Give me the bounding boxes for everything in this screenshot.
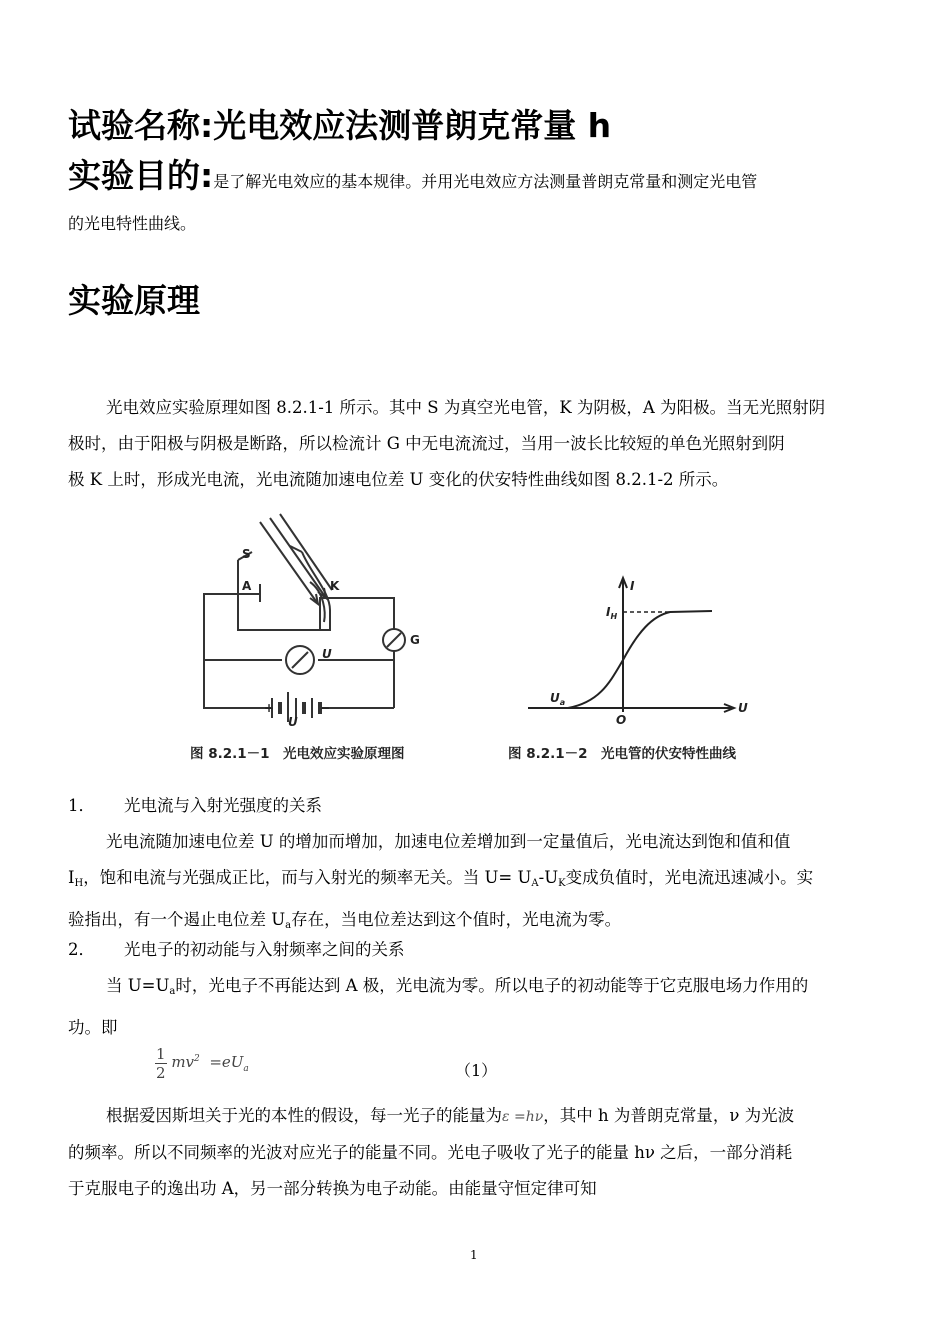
label-g: G <box>410 633 420 647</box>
light-ray <box>270 518 326 598</box>
section1 <box>68 788 883 944</box>
section1-line-2: $I_H$，饱和电流与光强成正比，而与入射光的频率无关。当 $U= U_A-U_K$变成负值时，光电流迅速减小。实 <box>68 868 814 889</box>
einstein-line-3: 于克服电子的逸出功 A，另一部分转换为电子动能。由能量守恒定律可知 <box>68 1179 597 1198</box>
section1-line-3: 验指出，有一个遏止电位差 $U_a$存在，当电位差达到这个值时，光电流为零。 <box>68 910 622 931</box>
section2-number: 2． <box>68 940 95 959</box>
equation-number: （1） <box>455 1061 498 1080</box>
axis-i-label: I <box>630 579 635 593</box>
label-k: K <box>330 579 340 593</box>
intro-line-2: 极时，由于阳极与阴极是断路，所以检流计 G 中无电流流过，当用一波长比较短的单色光照射到阴 <box>68 434 785 453</box>
formula-kinetic-energy: $\frac{1}{2}$ $mv^2 =eU_a$ <box>156 1045 249 1082</box>
intro-paragraph <box>68 390 883 498</box>
einstein-line-1: 根据爱因斯坦关于光的本性的假设，每一光子的能量为ε =hν，其中 h 为普朗克常量，ν 为光波 <box>106 1106 795 1125</box>
axis-u-label: U <box>738 701 748 715</box>
purpose-text-2: 的光电特性曲线。 <box>68 214 197 233</box>
vacuum-tube <box>238 552 330 630</box>
section2-heading <box>68 932 883 968</box>
section2-title: 光电子的初动能与入射频率之间的关系 <box>124 940 405 959</box>
label-plus: + <box>264 701 275 715</box>
page-number: 1 <box>470 1248 478 1262</box>
intro-line-3: 极 K 上时，形成光电流，光电流随加速电位差 U 变化的伏安特性曲线如图 8.2.1-2 所示。 <box>68 470 729 489</box>
section1-line-1: 光电流随加速电位差 U 的增加而增加，加速电位差增加到一定量值后，光电流达到饱和值和值 <box>106 832 791 851</box>
einstein-line-2: 的频率。所以不同频率的光波对应光子的能量不同。光电子吸收了光子的能量 hν 之后，一部分消耗 <box>68 1143 793 1162</box>
purpose-label: 实验目的: <box>68 156 214 195</box>
document-title: 试验名称:光电效应法测普朗克常量 h <box>68 106 612 145</box>
principle-heading: 实验原理 <box>68 281 200 320</box>
light-ray <box>260 522 318 604</box>
label-u-battery: U <box>288 715 298 729</box>
photon-energy-formula: ε =hν <box>502 1109 544 1125</box>
figure2-caption: 图 8.2.1－2 光电管的伏安特性曲线 <box>508 746 737 762</box>
label-a: A <box>242 579 252 593</box>
light-ray <box>280 514 332 590</box>
intro-line-1: 光电效应实验原理如图 8.2.1-1 所示。其中 S 为真空光电管，K 为阴极，A 为阳极。当无光照射阴 <box>106 398 826 417</box>
section1-heading <box>68 788 883 824</box>
section1-title: 光电流与入射光强度的关系 <box>124 796 322 815</box>
figure-circuit-diagram <box>190 512 440 732</box>
label-s: S <box>242 547 251 561</box>
wire <box>204 594 282 660</box>
einstein-paragraph <box>68 1098 883 1207</box>
section2 <box>68 932 883 1046</box>
wire <box>320 598 394 630</box>
section2-line-2: 功。即 <box>68 1018 118 1037</box>
section2-line-1: 当 $U=U_a$时，光电子不再能达到 A 极，光电流为零。所以电子的初动能等于它克服电场力作用的 <box>106 976 809 997</box>
origin-label: O <box>616 713 627 727</box>
ua-label: $U_a$ <box>550 691 566 707</box>
purpose-line-1 <box>68 152 757 206</box>
figure-iv-curve <box>520 572 760 732</box>
section1-number: 1． <box>68 796 95 815</box>
purpose-text-1: 是了解光电效应的基本规律。并用光电效应方法测量普朗克常量和测定光电管 <box>213 172 758 191</box>
label-minus: − <box>320 701 331 715</box>
ih-label: $I_H$ <box>606 605 618 621</box>
label-u-meter: U <box>322 647 332 661</box>
figure1-caption: 图 8.2.1－1 光电效应实验原理图 <box>190 746 405 762</box>
iv-curve <box>568 611 712 708</box>
wire <box>204 660 272 708</box>
